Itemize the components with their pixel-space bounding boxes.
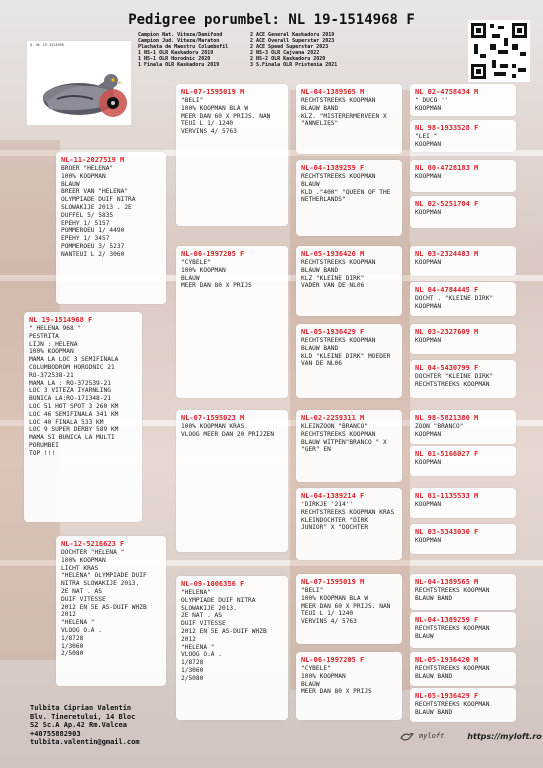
card-description: "CYBELE" 100% KOOPMAN BLAUW MEER DAN 80 X PRIJS bbox=[181, 259, 252, 290]
ring-number: NL 01-1135533 M bbox=[415, 492, 479, 500]
ring-number: NL-04-1389565 M bbox=[301, 88, 365, 96]
pedigree-card-g4[interactable] bbox=[410, 612, 516, 648]
pedigree-card-g4[interactable] bbox=[410, 488, 516, 518]
ring-number: NL-05-1936429 F bbox=[415, 692, 479, 700]
award-item: 2 ACE Speed Superstar 2023 bbox=[250, 43, 329, 50]
breeder-name: Tulbita Ciprian Valentin bbox=[30, 704, 132, 712]
ring-number: NL 19-1514968 F bbox=[29, 316, 93, 324]
pedigree-card-sire-dam[interactable] bbox=[176, 246, 288, 398]
photo-caption: Q. NL 19-1514968 bbox=[30, 43, 64, 47]
pedigree-card-g4[interactable] bbox=[410, 410, 516, 444]
card-description: KOOPMAN bbox=[415, 259, 442, 266]
award-item: 2 ACE General Kaskadoru 2019 bbox=[250, 32, 335, 38]
ring-number: NL 98-5821380 M bbox=[415, 414, 479, 422]
award-item: 1 Finala OLR Kaskadoru 2019 bbox=[138, 61, 220, 68]
ring-number: NL-05-1936429 F bbox=[301, 328, 365, 336]
ring-number: NL 03-2324483 M bbox=[415, 250, 479, 258]
card-description: RECHTSTREEKS KOOPMAN BLAUW bbox=[415, 625, 494, 640]
ring-number: NL 04-5430799 F bbox=[415, 364, 479, 372]
ring-number: NL-02-2259311 M bbox=[301, 414, 365, 422]
pigeon-photo bbox=[26, 40, 132, 126]
award-item: 2 NS-2 OLR Kaskadoru 2020 bbox=[250, 55, 326, 62]
card-description: RECHTSTREEKS KOOPMAN BLAUW KLD ."400" "QUEEN OF THE NETHERLANDS" bbox=[301, 173, 391, 204]
ring-number: NL-06-1997205 F bbox=[181, 250, 245, 258]
ring-number: NL 98-1933528 F bbox=[415, 124, 479, 132]
breeder-address: Blv. Tineretului, 14 Bloc bbox=[30, 712, 136, 721]
ring-number: NL 02-5251704 F bbox=[415, 200, 479, 208]
pigeon-icon bbox=[27, 41, 132, 126]
ring-number: NL-04-1389214 F bbox=[301, 492, 365, 500]
ring-number: NL-11-2027519 M bbox=[61, 156, 125, 164]
ring-number: NL-06-1997205 F bbox=[301, 656, 365, 664]
card-description: "BELI" 100% KOOPMAN BLA W MEER DAN 60 X PRIJS. NAN TEUI L 1/ 1240 VERVINS 4/ 5763 bbox=[181, 97, 271, 136]
card-description: KOOPMAN bbox=[415, 209, 442, 216]
ring-number: NL-05-1936420 M bbox=[301, 250, 365, 258]
breeder-email[interactable]: tulbita.valentin@gmail.com bbox=[30, 738, 140, 747]
pedigree-card-g4[interactable] bbox=[410, 196, 516, 228]
pedigree-card-sds[interactable] bbox=[296, 246, 402, 316]
card-description: "CYBELE" 100% KOOPMAN BLAUW MEER DAN 80 X PRIJS bbox=[301, 665, 372, 696]
card-description: KOOPMAN bbox=[415, 173, 442, 180]
brand-footer bbox=[400, 730, 542, 742]
card-description: KOOPMAN bbox=[415, 537, 442, 544]
card-description: BROER "HELENA" 100% KOOPMAN BLAUW BREER VAN "HELENA" OLYMPIADE DUIF NITRA SLOWAKIJE 2013 . 2E DUFFEL 5/ 5835 EPEHY 1/ 5157 POMMEROEU 1/ 4490 EPEHY 1/ 3457 POMMEROEU 3/ 5237 NANTEUI L 2/ 3060 bbox=[61, 165, 136, 258]
award-item: 3 S.Finala OLR Pristenia 2021 bbox=[250, 61, 338, 68]
card-description: RECHTSTREEKS KOOPMAN BLAUW BAND bbox=[415, 701, 494, 716]
ring-number: NL-07-1595019 M bbox=[181, 88, 245, 96]
pedigree-card-dss[interactable] bbox=[296, 410, 402, 482]
card-description: DOCHTER "HELENA " 100% KOOPMAN LICHT KRAS "HELENA" OLYMPIADE DUIF NITRA SLOWAKIJE 2013. 2E NAT . AS DUIF VITESSE 2012 EN 5E AS-DUIF WHZB 2012 "HELENA " VLOOG O.A . 1/8728 1/3060 2/5080 bbox=[61, 549, 147, 658]
card-description: "BELI" 100% KOOPMAN BLA W MEER DAN 60 X PRIJS. NAN TEUI L 1/ 1240 VERVINS 4/ 5763 bbox=[301, 587, 391, 626]
card-description: KOOPMAN bbox=[415, 501, 442, 508]
pedigree-card-sss[interactable] bbox=[296, 84, 402, 154]
card-description: 100% KOOPMAN KRAS VLOOG MEER DAN 20 PRIJZEN bbox=[181, 423, 275, 438]
card-description: RECHTSTREEKS KOOPMAN BLAUW BAND bbox=[415, 587, 494, 602]
ring-number: NL-12-5216623 F bbox=[61, 540, 125, 548]
card-description: " HELENA 968 " PESTRITA LIJN : HELENA 100% KOOPMAN MAMA LA LOC 3 SEMIFINALA COLUMBODROM HORODNIC 21 RO-372538-21 MAMA LA : RO-372539-21 LOC 3 VITEZA IYARNLING BUNICA LA:RO-171348-21 LOC 51 HOT SPOT 3 260 KM LOC 46 SEMIFINALA 341 KM LOC 40 FINALA 533 KM LOC 9 SUPER DERBY 589 KM MAMA SI BUNICA LA MULTI PORUMBEI TOP !!! bbox=[29, 325, 119, 457]
awards-right bbox=[250, 33, 337, 68]
ring-number: NL-07-1595019 M bbox=[301, 578, 365, 586]
award-item: 2 NS-3 OLR Cajvana 2022 bbox=[250, 49, 320, 56]
breeder-contact bbox=[30, 704, 140, 747]
card-description: KOOPMAN bbox=[415, 459, 442, 466]
ring-number: NL-05-1936420 M bbox=[415, 656, 479, 664]
pedigree-card-g4[interactable] bbox=[410, 84, 516, 116]
card-description: 'DIRKJE '214'' RECHTSTREEKS KOOPMAN KRAS KLEINDOCHTER "DIRK JUNIOR" X "DOCHTER bbox=[301, 501, 398, 532]
pedigree-card-g4[interactable] bbox=[410, 160, 516, 192]
ring-number: NL-04-1389259 F bbox=[301, 164, 365, 172]
ring-number: NL 02-4758434 M bbox=[415, 88, 479, 96]
card-description: RECHTSTREEKS KOOPMAN BLAUW BAND KLD "KLEINE DIRK" MOEDER VAN DE NL06 bbox=[301, 337, 391, 368]
card-description: "LEI " KOOPMAN bbox=[415, 133, 442, 148]
pedigree-card-g4[interactable] bbox=[410, 652, 516, 686]
page-title: Pedigree porumbel: NL 19-1514968 F bbox=[128, 12, 415, 28]
award-item: 1 NS-1 OLR Horodnic 2020 bbox=[138, 55, 211, 62]
award-item: 1 NS-1 OLR Kaskadoru 2019 bbox=[138, 49, 214, 56]
award-item: Plachata de Maestru Columbofil bbox=[138, 43, 229, 50]
pedigree-card-dsd[interactable] bbox=[296, 488, 402, 560]
ring-number: NL-04-1389259 F bbox=[415, 616, 479, 624]
pedigree-card-dam-sire[interactable] bbox=[176, 410, 288, 552]
card-description: KLEINZOON "BRANCO" RECHTSTREEKS KOOPMAN BLAUW WITPEN"BRANCO " X "GER" EN bbox=[301, 423, 391, 454]
pedigree-card-g4[interactable] bbox=[410, 246, 516, 276]
pedigree-card-dam[interactable] bbox=[56, 536, 166, 686]
card-description: "HELENA" OLYMPIADE DUIF NITRA SLOWAKIJE 2013. 2E NAT . AS DUIF VITESSE 2012 EN 5E AS-DUIF WHZB 2012 "HELENA " VLOOG O.A . 1/8728 1/3060 2/5080 bbox=[181, 589, 267, 682]
pedigree-card-g4[interactable] bbox=[410, 688, 516, 722]
award-item: 2 ACE Overall Superstar 2023 bbox=[250, 37, 335, 44]
pedigree-card-ssd[interactable] bbox=[296, 160, 402, 236]
ring-number: NL 04-4784445 F bbox=[415, 286, 479, 294]
ring-number: NL 01-5166027 F bbox=[415, 450, 479, 458]
pedigree-card-g4[interactable] bbox=[410, 360, 516, 398]
pedigree-card-sdd[interactable] bbox=[296, 324, 402, 398]
card-description: RECHTSTREEKS KOOPMAN BLAUW BAND KLZ. "MISTERERMERVEEN X "ANNELIES" bbox=[301, 97, 387, 128]
myloft-bird-icon bbox=[400, 730, 414, 742]
ring-number: NL-09-1006356 F bbox=[181, 580, 245, 588]
award-item: Campion Nat. Viteza/Demifond bbox=[138, 32, 223, 38]
ring-number: NL 00-4728183 M bbox=[415, 164, 479, 172]
card-description: " DUCO '' KOOPMAN bbox=[415, 97, 449, 112]
pedigree-card-g4[interactable] bbox=[410, 446, 516, 476]
award-item: Campion Jud. Viteza/Maraton bbox=[138, 37, 220, 44]
pedigree-card-dds[interactable] bbox=[296, 574, 402, 644]
card-description: DOCHTER "KLEINE DIRK" RECHTSTREEKS KOOPMAN bbox=[415, 373, 494, 388]
pedigree-card-g4[interactable] bbox=[410, 120, 516, 152]
card-description: KOOPMAN bbox=[415, 337, 442, 344]
pedigree-card-g4[interactable] bbox=[410, 524, 516, 554]
pedigree-card-g4[interactable] bbox=[410, 324, 516, 354]
pedigree-card-dam-dam[interactable] bbox=[176, 576, 288, 720]
card-description: DOCHT . "KLEINE DIRK" KOOPMAN bbox=[415, 295, 494, 310]
card-description: ZOON "BRANCO" KOOPMAN bbox=[415, 423, 464, 438]
brand-url-link[interactable]: https://myloft.ro bbox=[467, 731, 542, 741]
breeder-address: S2 Sc.A Ap.42 Rm.Valcea bbox=[30, 721, 127, 730]
pedigree-card-sire[interactable] bbox=[56, 152, 166, 304]
brand-logo-text: myloft bbox=[419, 732, 445, 740]
ring-number: NL 03-5343030 F bbox=[415, 528, 479, 536]
card-description: RECHTSTREEKS KOOPMAN BLAUW BAND KLZ "KLEINE DIRK" VADER VAN DE NL06 bbox=[301, 259, 376, 290]
ring-number: NL 03-2327609 M bbox=[415, 328, 479, 336]
qr-code-icon[interactable] bbox=[468, 20, 530, 82]
ring-number: NL-07-1595023 M bbox=[181, 414, 245, 422]
pedigree-card-subject[interactable] bbox=[24, 312, 142, 522]
pedigree-card-g4[interactable] bbox=[410, 282, 516, 316]
awards-left bbox=[138, 33, 228, 68]
pedigree-card-g4[interactable] bbox=[410, 574, 516, 610]
ring-number: NL-04-1389565 M bbox=[415, 578, 479, 586]
card-description: RECHTSTREEKS KOOPMAN BLAUW BAND bbox=[415, 665, 494, 680]
pedigree-card-ddd[interactable] bbox=[296, 652, 402, 720]
pedigree-card-sire-sire[interactable] bbox=[176, 84, 288, 226]
breeder-phone[interactable]: +40755882903 bbox=[30, 729, 81, 738]
